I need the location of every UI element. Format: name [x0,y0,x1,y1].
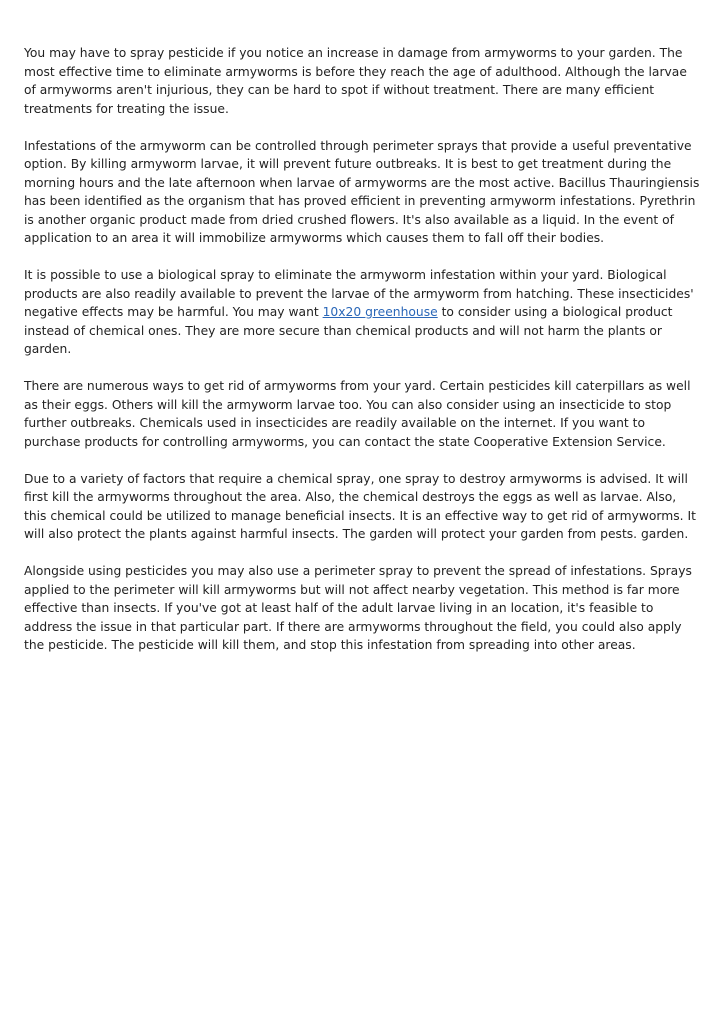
paragraph-perimeter-spray-spread: Alongside using pesticides you may also use a perimeter spray to prevent the spread of infestations. Sprays applied to the perimeter will kill armyworms but will not affect nearby vegetation. This method is far more effective than insects. If you've got at least half of the adult larvae living in an location, it's feasible to address the issue in that particular part. If there are armyworms throughout the field, you could also apply the pesticide. The pesticide will kill them, and stop this infestation from spreading into other areas. [24,564,692,652]
paragraph-chemical-spray: Due to a variety of factors that require a chemical spray, one spray to destroy armyworms is advised. It will first kill the armyworms throughout the area. Also, the chemical destroys the eggs as well as larvae. Also, this chemical could be utilized to manage beneficial insects. It is an effective way to get rid of armyworms. It will also protect the plants against harmful insects. The garden will protect your garden from pests. garden. [24,471,696,541]
paragraph-perimeter-sprays: Infestations of the armyworm can be controlled through perimeter sprays that provide a useful preventative option. By killing armyworm larvae, it will prevent future outbreaks. It is best to get treatment during the morning hours and the late afternoon when larvae of armyworms are the most active. Bacillus Thauringiensis has been identified as the organism that has proved efficient in preventing armyworm infestations. Pyrethrin is another organic product made from dried crushed flowers. It's also available as a liquid. In the event of application to an area it will immobilize armyworms which causes them to fall off their bodies. [24,138,700,245]
paragraph-spray-timing: You may have to spray pesticide if you notice an increase in damage from armyworms to your garden. The most effective time to eliminate armyworms is before they reach the age of adulthood. Although the larvae of armyworms aren't injurious, they can be hard to spot if without treatment. There are many efficient treatments for treating the issue. [24,46,687,116]
paragraph-text-after-link: to consider using a biological product instead of chemical ones. They are more secure than chemical products and will not harm the plants or garden. [24,305,673,356]
greenhouse-link[interactable]: 10x20 greenhouse [322,305,438,319]
article-body [24,44,700,673]
paragraph-ways-to-remove: There are numerous ways to get rid of armyworms from your yard. Certain pesticides kill caterpillars as well as their eggs. Others will kill the armyworm larvae too. You can also consider using an insecticide to stop further outbreaks. Chemicals used in insecticides are readily available on the internet. If you want to purchase products for controlling armyworms, you can contact the state Cooperative Extension Service. [24,379,691,449]
paragraph-biological-spray [24,266,700,359]
paragraph-text-before-link: It is possible to use a biological spray to eliminate the armyworm infestation within your yard. Biological products are also readily available to prevent the larvae of the armyworm from hatching. These insecticides' negative effects may be harmful. You may want [24,268,694,319]
